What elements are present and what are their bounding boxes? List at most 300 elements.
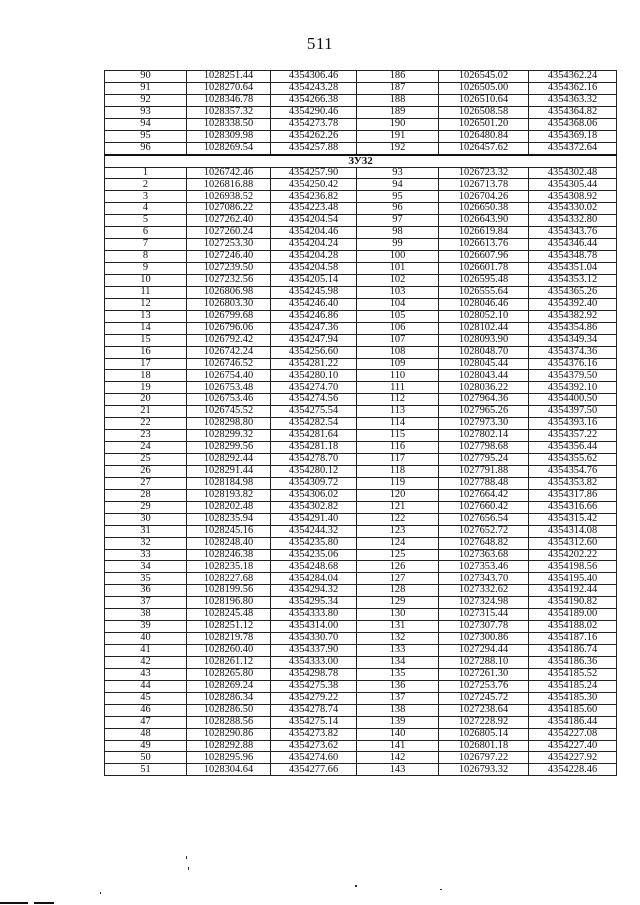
point-number-cell: 120	[357, 489, 439, 501]
table-row	[105, 191, 617, 203]
x-coordinate-cell: 1027239.50	[187, 263, 271, 275]
point-number-cell: 96	[105, 142, 187, 154]
table-row	[105, 203, 617, 215]
point-number-cell: 90	[105, 71, 187, 83]
point-number-cell: 15	[105, 334, 187, 346]
y-coordinate-cell: 4354295.34	[271, 597, 357, 609]
table-row	[105, 130, 617, 142]
x-coordinate-cell: 1028046.46	[439, 298, 529, 310]
x-coordinate-cell: 1028251.12	[187, 621, 271, 633]
y-coordinate-cell: 4354376.16	[529, 358, 617, 370]
point-number-cell: 117	[357, 454, 439, 466]
point-number-cell: 137	[357, 692, 439, 704]
x-coordinate-cell: 1027660.42	[439, 501, 529, 513]
x-coordinate-cell: 1026816.88	[187, 179, 271, 191]
y-coordinate-cell: 4354278.70	[271, 454, 357, 466]
point-number-cell: 131	[357, 621, 439, 633]
x-coordinate-cell: 1026742.46	[187, 167, 271, 179]
x-coordinate-cell: 1027294.44	[439, 645, 529, 657]
y-coordinate-cell: 4354382.92	[529, 310, 617, 322]
x-coordinate-cell: 1026938.52	[187, 191, 271, 203]
point-number-cell: 92	[105, 94, 187, 106]
x-coordinate-cell: 1026601.78	[439, 263, 529, 275]
y-coordinate-cell: 4354343.76	[529, 227, 617, 239]
point-number-cell: 7	[105, 239, 187, 251]
x-coordinate-cell: 1026555.64	[439, 286, 529, 298]
point-number-cell: 127	[357, 573, 439, 585]
x-coordinate-cell: 1026797.22	[439, 752, 529, 764]
x-coordinate-cell: 1026650.38	[439, 203, 529, 215]
y-coordinate-cell: 4354275.54	[271, 406, 357, 418]
point-number-cell: 126	[357, 561, 439, 573]
table-row	[105, 633, 617, 645]
point-number-cell: 94	[357, 179, 439, 191]
point-number-cell: 143	[357, 764, 439, 776]
point-number-cell: 11	[105, 286, 187, 298]
point-number-cell: 43	[105, 668, 187, 680]
point-number-cell: 31	[105, 525, 187, 537]
x-coordinate-cell: 1028196.80	[187, 597, 271, 609]
y-coordinate-cell: 4354400.50	[529, 394, 617, 406]
y-coordinate-cell: 4354346.44	[529, 239, 617, 251]
point-number-cell: 110	[357, 370, 439, 382]
point-number-cell: 111	[357, 382, 439, 394]
point-number-cell: 189	[357, 106, 439, 118]
table-row	[105, 251, 617, 263]
y-coordinate-cell: 4354364.82	[529, 106, 617, 118]
point-number-cell: 190	[357, 118, 439, 130]
point-number-cell: 3	[105, 191, 187, 203]
point-number-cell: 27	[105, 477, 187, 489]
x-coordinate-cell: 1028304.64	[187, 764, 271, 776]
table-row	[105, 334, 617, 346]
table-row	[105, 454, 617, 466]
y-coordinate-cell: 4354190.82	[529, 597, 617, 609]
point-number-cell: 140	[357, 728, 439, 740]
x-coordinate-cell: 1026704.26	[439, 191, 529, 203]
y-coordinate-cell: 4354281.22	[271, 358, 357, 370]
y-coordinate-cell: 4354223.48	[271, 203, 357, 215]
y-coordinate-cell: 4354281.64	[271, 430, 357, 442]
point-number-cell: 138	[357, 704, 439, 716]
point-number-cell: 106	[357, 322, 439, 334]
y-coordinate-cell: 4354257.90	[271, 167, 357, 179]
y-coordinate-cell: 4354247.36	[271, 322, 357, 334]
point-number-cell: 9	[105, 263, 187, 275]
x-coordinate-cell: 1027965.26	[439, 406, 529, 418]
y-coordinate-cell: 4354274.56	[271, 394, 357, 406]
table-row	[105, 752, 617, 764]
x-coordinate-cell: 1027228.92	[439, 716, 529, 728]
y-coordinate-cell: 4354374.36	[529, 346, 617, 358]
point-number-cell: 135	[357, 668, 439, 680]
point-number-cell: 108	[357, 346, 439, 358]
point-number-cell: 100	[357, 251, 439, 263]
table-row	[105, 561, 617, 573]
x-coordinate-cell: 1028227.68	[187, 573, 271, 585]
y-coordinate-cell: 4354278.74	[271, 704, 357, 716]
y-coordinate-cell: 4354189.00	[529, 609, 617, 621]
y-coordinate-cell: 4354294.32	[271, 585, 357, 597]
y-coordinate-cell: 4354298.78	[271, 668, 357, 680]
x-coordinate-cell: 1028298.80	[187, 418, 271, 430]
table-row	[105, 585, 617, 597]
scan-speck	[186, 856, 187, 859]
x-coordinate-cell: 1026457.62	[439, 142, 529, 154]
table-row	[105, 537, 617, 549]
table-row	[105, 346, 617, 358]
point-number-cell: 132	[357, 633, 439, 645]
point-number-cell: 95	[105, 130, 187, 142]
table-row	[105, 728, 617, 740]
x-coordinate-cell: 1027353.46	[439, 561, 529, 573]
table-row	[105, 668, 617, 680]
y-coordinate-cell: 4354337.90	[271, 645, 357, 657]
point-number-cell: 96	[357, 203, 439, 215]
y-coordinate-cell: 4354187.16	[529, 633, 617, 645]
point-number-cell: 97	[357, 215, 439, 227]
x-coordinate-cell: 1027300.86	[439, 633, 529, 645]
y-coordinate-cell: 4354349.34	[529, 334, 617, 346]
table-row	[105, 322, 617, 334]
y-coordinate-cell: 4354236.82	[271, 191, 357, 203]
y-coordinate-cell: 4354348.78	[529, 251, 617, 263]
y-coordinate-cell: 4354368.06	[529, 118, 617, 130]
point-number-cell: 129	[357, 597, 439, 609]
y-coordinate-cell: 4354302.48	[529, 167, 617, 179]
x-coordinate-cell: 1026806.98	[187, 286, 271, 298]
y-coordinate-cell: 4354302.82	[271, 501, 357, 513]
y-coordinate-cell: 4354354.76	[529, 465, 617, 477]
y-coordinate-cell: 4354397.50	[529, 406, 617, 418]
y-coordinate-cell: 4354353.82	[529, 477, 617, 489]
x-coordinate-cell: 1028269.54	[187, 142, 271, 154]
x-coordinate-cell: 1027288.10	[439, 656, 529, 668]
point-number-cell: 104	[357, 298, 439, 310]
table-row	[105, 692, 617, 704]
x-coordinate-cell: 1027973.30	[439, 418, 529, 430]
x-coordinate-cell: 1028251.44	[187, 71, 271, 83]
y-coordinate-cell: 4354315.42	[529, 513, 617, 525]
point-number-cell: 18	[105, 370, 187, 382]
x-coordinate-cell: 1027253.30	[187, 239, 271, 251]
x-coordinate-cell: 1027253.76	[439, 680, 529, 692]
x-coordinate-cell: 1028248.40	[187, 537, 271, 549]
y-coordinate-cell: 4354228.46	[529, 764, 617, 776]
table-row	[105, 442, 617, 454]
x-coordinate-cell: 1027795.24	[439, 454, 529, 466]
x-coordinate-cell: 1026746.52	[187, 358, 271, 370]
x-coordinate-cell: 1027307.78	[439, 621, 529, 633]
x-coordinate-cell: 1028184.98	[187, 477, 271, 489]
x-coordinate-cell: 1026753.46	[187, 394, 271, 406]
point-number-cell: 187	[357, 82, 439, 94]
y-coordinate-cell: 4354186.74	[529, 645, 617, 657]
section-title: ЗУ32	[105, 155, 617, 167]
scan-speck	[355, 885, 357, 887]
y-coordinate-cell: 4354266.38	[271, 94, 357, 106]
x-coordinate-cell: 1027964.36	[439, 394, 529, 406]
x-coordinate-cell: 1028193.82	[187, 489, 271, 501]
coordinates-table	[104, 70, 617, 776]
x-coordinate-cell: 1028286.50	[187, 704, 271, 716]
x-coordinate-cell: 1027332.62	[439, 585, 529, 597]
x-coordinate-cell: 1027802.14	[439, 430, 529, 442]
point-number-cell: 118	[357, 465, 439, 477]
section-row	[105, 155, 617, 167]
table-row	[105, 680, 617, 692]
point-number-cell: 133	[357, 645, 439, 657]
point-number-cell: 186	[357, 71, 439, 83]
y-coordinate-cell: 4354195.40	[529, 573, 617, 585]
point-number-cell: 44	[105, 680, 187, 692]
table-row	[105, 406, 617, 418]
table-row	[105, 645, 617, 657]
table-row	[105, 382, 617, 394]
x-coordinate-cell: 1026723.32	[439, 167, 529, 179]
point-number-cell: 113	[357, 406, 439, 418]
y-coordinate-cell: 4354188.02	[529, 621, 617, 633]
point-number-cell: 23	[105, 430, 187, 442]
point-number-cell: 21	[105, 406, 187, 418]
x-coordinate-cell: 1028269.24	[187, 680, 271, 692]
table-row	[105, 179, 617, 191]
table-row	[105, 549, 617, 561]
x-coordinate-cell: 1028246.38	[187, 549, 271, 561]
y-coordinate-cell: 4354330.02	[529, 203, 617, 215]
x-coordinate-cell: 1027238.64	[439, 704, 529, 716]
point-number-cell: 48	[105, 728, 187, 740]
y-coordinate-cell: 4354356.44	[529, 442, 617, 454]
scan-edge-mark	[0, 901, 60, 905]
x-coordinate-cell: 1028235.94	[187, 513, 271, 525]
table-row	[105, 489, 617, 501]
x-coordinate-cell: 1028260.40	[187, 645, 271, 657]
x-coordinate-cell: 1026793.32	[439, 764, 529, 776]
point-number-cell: 115	[357, 430, 439, 442]
y-coordinate-cell: 4354204.46	[271, 227, 357, 239]
x-coordinate-cell: 1027363.68	[439, 549, 529, 561]
table-row	[105, 215, 617, 227]
point-number-cell: 34	[105, 561, 187, 573]
y-coordinate-cell: 4354186.44	[529, 716, 617, 728]
x-coordinate-cell: 1028270.64	[187, 82, 271, 94]
x-coordinate-cell: 1026742.24	[187, 346, 271, 358]
x-coordinate-cell: 1027656.54	[439, 513, 529, 525]
y-coordinate-cell: 4354246.86	[271, 310, 357, 322]
point-number-cell: 122	[357, 513, 439, 525]
x-coordinate-cell: 1027791.88	[439, 465, 529, 477]
y-coordinate-cell: 4354185.60	[529, 704, 617, 716]
x-coordinate-cell: 1028290.86	[187, 728, 271, 740]
y-coordinate-cell: 4354192.44	[529, 585, 617, 597]
table-row	[105, 525, 617, 537]
y-coordinate-cell: 4354186.36	[529, 656, 617, 668]
y-coordinate-cell: 4354248.68	[271, 561, 357, 573]
y-coordinate-cell: 4354279.22	[271, 692, 357, 704]
point-number-cell: 39	[105, 621, 187, 633]
x-coordinate-cell: 1028265.80	[187, 668, 271, 680]
table-row	[105, 142, 617, 154]
point-number-cell: 19	[105, 382, 187, 394]
x-coordinate-cell: 1026613.76	[439, 239, 529, 251]
y-coordinate-cell: 4354257.88	[271, 142, 357, 154]
table-row	[105, 286, 617, 298]
point-number-cell: 5	[105, 215, 187, 227]
point-number-cell: 192	[357, 142, 439, 154]
point-number-cell: 99	[357, 239, 439, 251]
x-coordinate-cell: 1028045.44	[439, 358, 529, 370]
x-coordinate-cell: 1026713.78	[439, 179, 529, 191]
table-row	[105, 394, 617, 406]
point-number-cell: 123	[357, 525, 439, 537]
y-coordinate-cell: 4354274.60	[271, 752, 357, 764]
y-coordinate-cell: 4354281.18	[271, 442, 357, 454]
y-coordinate-cell: 4354275.38	[271, 680, 357, 692]
y-coordinate-cell: 4354330.70	[271, 633, 357, 645]
point-number-cell: 22	[105, 418, 187, 430]
point-number-cell: 42	[105, 656, 187, 668]
y-coordinate-cell: 4354274.70	[271, 382, 357, 394]
y-coordinate-cell: 4354362.16	[529, 82, 617, 94]
y-coordinate-cell: 4354204.24	[271, 239, 357, 251]
y-coordinate-cell: 4354362.24	[529, 71, 617, 83]
table-row	[105, 477, 617, 489]
point-number-cell: 20	[105, 394, 187, 406]
y-coordinate-cell: 4354227.40	[529, 740, 617, 752]
x-coordinate-cell: 1026796.06	[187, 322, 271, 334]
y-coordinate-cell: 4354333.80	[271, 609, 357, 621]
y-coordinate-cell: 4354235.80	[271, 537, 357, 549]
table-row	[105, 656, 617, 668]
x-coordinate-cell: 1027245.72	[439, 692, 529, 704]
table-row	[105, 370, 617, 382]
point-number-cell: 6	[105, 227, 187, 239]
table-row	[105, 573, 617, 585]
y-coordinate-cell: 4354227.92	[529, 752, 617, 764]
y-coordinate-cell: 4354365.26	[529, 286, 617, 298]
point-number-cell: 38	[105, 609, 187, 621]
x-coordinate-cell: 1028102.44	[439, 322, 529, 334]
y-coordinate-cell: 4354354.86	[529, 322, 617, 334]
point-number-cell: 114	[357, 418, 439, 430]
point-number-cell: 49	[105, 740, 187, 752]
point-number-cell: 17	[105, 358, 187, 370]
point-number-cell: 95	[357, 191, 439, 203]
x-coordinate-cell: 1028052.10	[439, 310, 529, 322]
y-coordinate-cell: 4354351.04	[529, 263, 617, 275]
y-coordinate-cell: 4354185.52	[529, 668, 617, 680]
table-row	[105, 167, 617, 179]
table-row	[105, 298, 617, 310]
y-coordinate-cell: 4354309.72	[271, 477, 357, 489]
x-coordinate-cell: 1026754.40	[187, 370, 271, 382]
point-number-cell: 105	[357, 310, 439, 322]
x-coordinate-cell: 1026753.48	[187, 382, 271, 394]
point-number-cell: 14	[105, 322, 187, 334]
table-row	[105, 71, 617, 83]
x-coordinate-cell: 1026480.84	[439, 130, 529, 142]
x-coordinate-cell: 1026805.14	[439, 728, 529, 740]
y-coordinate-cell: 4354314.00	[271, 621, 357, 633]
y-coordinate-cell: 4354204.54	[271, 215, 357, 227]
y-coordinate-cell: 4354308.92	[529, 191, 617, 203]
y-coordinate-cell: 4354306.46	[271, 71, 357, 83]
point-number-cell: 125	[357, 549, 439, 561]
x-coordinate-cell: 1026607.96	[439, 251, 529, 263]
point-number-cell: 47	[105, 716, 187, 728]
point-number-cell: 46	[105, 704, 187, 716]
table-row	[105, 263, 617, 275]
point-number-cell: 40	[105, 633, 187, 645]
y-coordinate-cell: 4354353.12	[529, 274, 617, 286]
point-number-cell: 94	[105, 118, 187, 130]
x-coordinate-cell: 1028245.16	[187, 525, 271, 537]
point-number-cell: 128	[357, 585, 439, 597]
point-number-cell: 124	[357, 537, 439, 549]
x-coordinate-cell: 1028309.98	[187, 130, 271, 142]
x-coordinate-cell: 1026799.68	[187, 310, 271, 322]
x-coordinate-cell: 1027086.22	[187, 203, 271, 215]
point-number-cell: 130	[357, 609, 439, 621]
x-coordinate-cell: 1028219.78	[187, 633, 271, 645]
point-number-cell: 103	[357, 286, 439, 298]
table-row	[105, 106, 617, 118]
table-row	[105, 418, 617, 430]
table-row	[105, 430, 617, 442]
x-coordinate-cell: 1026803.30	[187, 298, 271, 310]
x-coordinate-cell: 1028235.18	[187, 561, 271, 573]
y-coordinate-cell: 4354291.40	[271, 513, 357, 525]
point-number-cell: 26	[105, 465, 187, 477]
table-row	[105, 609, 617, 621]
y-coordinate-cell: 4354355.62	[529, 454, 617, 466]
x-coordinate-cell: 1028202.48	[187, 501, 271, 513]
point-number-cell: 107	[357, 334, 439, 346]
y-coordinate-cell: 4354316.66	[529, 501, 617, 513]
table-row	[105, 740, 617, 752]
y-coordinate-cell: 4354198.56	[529, 561, 617, 573]
point-number-cell: 51	[105, 764, 187, 776]
point-number-cell: 101	[357, 263, 439, 275]
point-number-cell: 41	[105, 645, 187, 657]
point-number-cell: 91	[105, 82, 187, 94]
point-number-cell: 24	[105, 442, 187, 454]
x-coordinate-cell: 1026643.90	[439, 215, 529, 227]
table-row	[105, 310, 617, 322]
x-coordinate-cell: 1026595.48	[439, 274, 529, 286]
y-coordinate-cell: 4354332.80	[529, 215, 617, 227]
point-number-cell: 33	[105, 549, 187, 561]
scan-speck	[440, 889, 442, 890]
x-coordinate-cell: 1028357.32	[187, 106, 271, 118]
y-coordinate-cell: 4354392.10	[529, 382, 617, 394]
table-row	[105, 82, 617, 94]
x-coordinate-cell: 1026545.02	[439, 71, 529, 83]
point-number-cell: 50	[105, 752, 187, 764]
point-number-cell: 121	[357, 501, 439, 513]
y-coordinate-cell: 4354273.62	[271, 740, 357, 752]
x-coordinate-cell: 1028299.56	[187, 442, 271, 454]
scan-speck	[188, 867, 189, 870]
point-number-cell: 93	[357, 167, 439, 179]
point-number-cell: 29	[105, 501, 187, 513]
x-coordinate-cell: 1027664.42	[439, 489, 529, 501]
point-number-cell: 1	[105, 167, 187, 179]
point-number-cell: 28	[105, 489, 187, 501]
x-coordinate-cell: 1028199.56	[187, 585, 271, 597]
x-coordinate-cell: 1027261.30	[439, 668, 529, 680]
